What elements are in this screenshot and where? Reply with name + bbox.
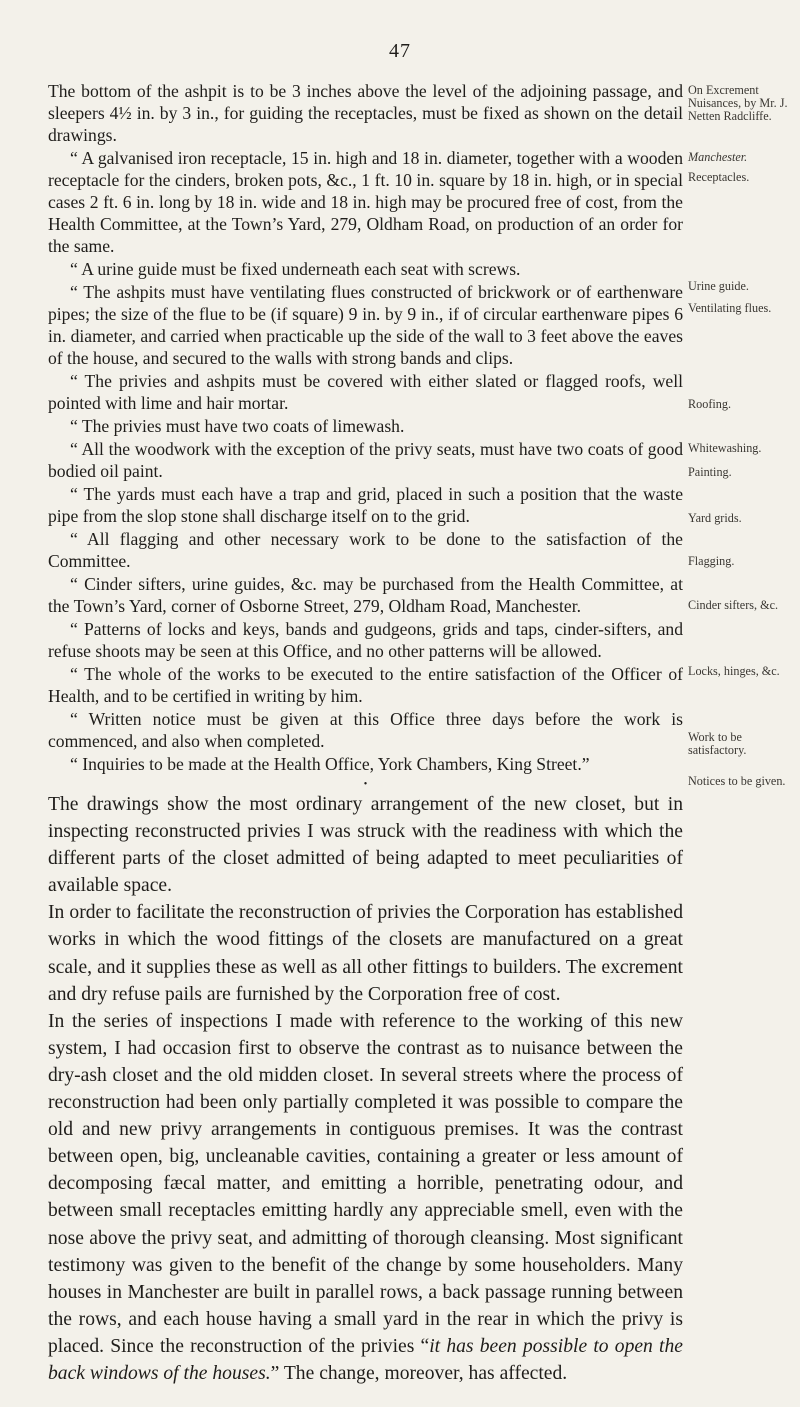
quoted-regulations: [48, 80, 683, 775]
rule-flagging: “ All flagging and other necessary work to be done to the satisfaction of the Committee.: [48, 529, 683, 571]
rule-ventilating-flues: “ The ashpits must have ventilating flues constructed of brickwork or of earthenware pipes; the size of the flue to be (if square) 9 in. by 9 in., if of circular earthenware pipes 6 in. diameter, and carried when practicable up the side of the wall to 3 feet above the eaves of the house, and secured to the walls with strong bands and clips.: [48, 282, 683, 368]
margin-note-excrement: On Excrement Nuisances, by Mr. J. Netten Radcliffe.: [688, 83, 788, 123]
margin-note-urine-guide: Urine guide.: [688, 279, 749, 293]
section-divider: •: [363, 779, 368, 790]
body-text: [48, 791, 683, 1387]
margin-note-cinder-sifters: Cinder sifters, &c.: [688, 598, 779, 612]
margin-note-ventilating-flues: Ventilating flues.: [688, 301, 772, 315]
rule-satisfaction: “ The whole of the works to be executed to the entire satisfaction of the Officer of Health, and to be certified in writing by him.: [48, 664, 683, 706]
rule-painting: “ All the woodwork with the exception of the privy seats, must have two coats of good bodied oil paint.: [48, 439, 683, 481]
rule-urine-guide: “ A urine guide must be fixed underneath each seat with screws.: [70, 259, 521, 279]
page-number: 47: [389, 40, 411, 62]
body-paragraph-tail: ” The change, moreover, has affected.: [270, 1362, 568, 1384]
body-paragraph: [48, 1008, 683, 1387]
margin-note-manchester: Manchester.: [688, 150, 748, 164]
rule-roofing: “ The privies and ashpits must be covered with either slated or flagged roofs, well pointed with lime and hair mortar.: [48, 371, 683, 413]
rule-ashpit-bottom: The bottom of the ashpit is to be 3 inches above the level of the adjoining passage, and sleepers 4½ in. by 3 in., for guiding the receptacles, must be fixed as shown on the detail drawings.: [48, 81, 683, 145]
body-paragraph: The drawings show the most ordinary arrangement of the new closet, but in inspecting reconstructed privies I was struck with the readiness with which the different parts of the closet admitted of being adapted to meet peculiarities of available space.: [48, 794, 683, 897]
margin-note-receptacles: Receptacles.: [688, 170, 750, 184]
rule-cinder-sifters: “ Cinder sifters, urine guides, &c. may be purchased from the Health Committee, at the Town’s Yard, corner of Osborne Street, 279, Oldham Road, Manchester.: [48, 574, 683, 616]
rule-inquiries: “ Inquiries to be made at the Health Office, York Chambers, King Street.”: [70, 754, 590, 774]
rule-patterns: “ Patterns of locks and keys, bands and gudgeons, grids and taps, cinder-sifters, and refuse shoots may be seen at this Office, and no other patterns will be allowed.: [48, 619, 683, 661]
rule-yard-grids: “ The yards must each have a trap and grid, placed in such a position that the waste pipe from the slop stone shall discharge itself on to the grid.: [48, 484, 683, 526]
margin-note-whitewashing: Whitewashing.: [688, 441, 762, 455]
main-text: [48, 80, 683, 1387]
rule-limewash: “ The privies must have two coats of limewash.: [70, 416, 405, 436]
rule-receptacle: “ A galvanised iron receptacle, 15 in. high and 18 in. diameter, together with a wooden receptacle for the cinders, broken pots, &c., 1 ft. 10 in. square by 18 in. high, or in special cases 2 ft. 6 in. long by 18 in. wide and 18 in. high may be procured free of cost, from the Health Committee, at the Town’s Yard, 279, Oldham Road, on production of an order for the same.: [48, 148, 683, 256]
margin-note-flagging: Flagging.: [688, 554, 735, 568]
margin-note-notices: Notices to be given.: [688, 774, 786, 788]
rule-written-notice: “ Written notice must be given at this Office three days before the work is commenced, and also when completed.: [48, 709, 683, 751]
margin-note-painting: Painting.: [688, 465, 732, 479]
margin-note-yard-grids: Yard grids.: [688, 511, 742, 525]
margin-note-work-satisfactory: Work to be satisfactory.: [688, 730, 747, 757]
margin-note-locks: Locks, hinges, &c.: [688, 664, 780, 678]
margin-note-roofing: Roofing.: [688, 397, 731, 411]
italic-quote: it has been possible to open the back windows of the houses.: [48, 1335, 683, 1384]
body-paragraph-text: In the series of inspections I made with reference to the working of this new system, I had occasion first to observe the contrast as to nuisance between the dry-ash closet and the old midden closet. In several streets where the process of reconstruction had been only partially completed it was possible to compare the old and new privy arrangements in contiguous premises. It was the contrast between open, big, uncleanable cavities, containing a greater or less amount of decomposing fæcal matter, and emitting a horrible, penetrating odour, and between small receptacles emitting hardly any appreciable smell, even with the nose above the privy seat, and admitting of thorough cleansing. Most significant testimony was given to the benefit of the change by some householders. Many houses in Manchester are built in parallel rows, a back passage running between the rows, and each house having a small yard in the rear in which the privy is placed. Since the reconstruction of the privies “: [48, 1010, 683, 1357]
body-paragraph: In order to facilitate the reconstruction of privies the Corporation has established works in which the wood fittings of the closets are manufactured on a great scale, and it supplies these as well as all other fittings to builders. The excrement and dry refuse pails are furnished by the Corporation free of cost.: [48, 902, 683, 1005]
